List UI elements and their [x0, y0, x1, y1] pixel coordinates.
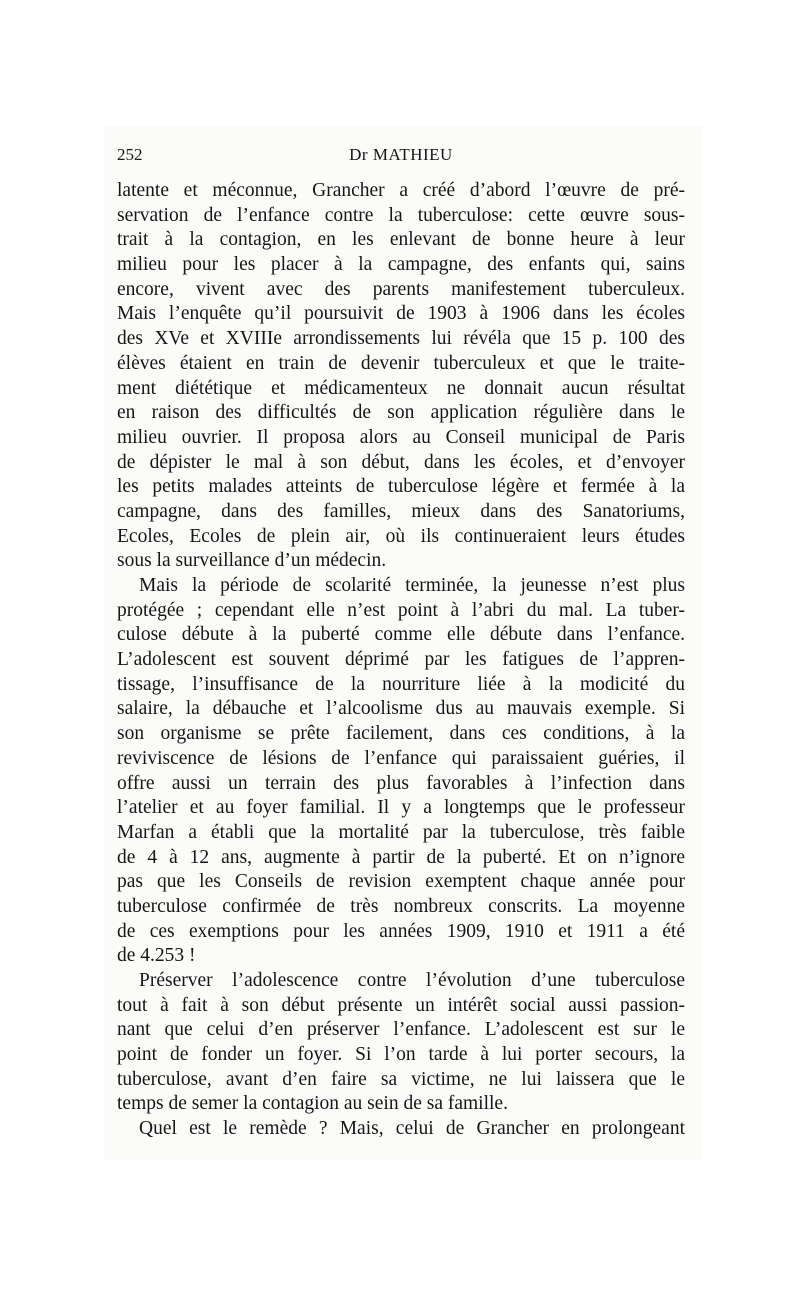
text-line: en raison des difficultés de son application régulière dans le	[117, 402, 685, 424]
text-line: tissage, l’insuffisance de la nourriture liée à la modicité du	[117, 673, 685, 695]
text-line: tuberculose confirmée de très nombreux conscrits. La moyenne	[117, 895, 685, 917]
text-line: reviviscence de lésions de l’enfance qui paraissaient guéries, il	[117, 747, 685, 769]
text-line: nant que celui d’en préserver l’enfance. L’adolescent est sur le	[117, 1019, 685, 1041]
text-line: tuberculose, avant d’en faire sa victime, ne lui laissera que le	[117, 1068, 685, 1090]
text-line: latente et méconnue, Grancher a créé d’abord l’œuvre de pré-	[117, 180, 685, 201]
text-line: milieu ouvrier. Il proposa alors au Conseil municipal de Paris	[117, 426, 685, 448]
text-line: Marfan a établi que la mortalité par la tuberculose, très faible	[117, 821, 685, 843]
text-line: temps de semer la contagion au sein de sa famille.	[117, 1093, 508, 1115]
text-line: de dépister le mal à son début, dans les écoles, et d’envoyer	[117, 451, 685, 473]
text-line: culose débute à la puberté comme elle débute dans l’enfance.	[117, 624, 685, 646]
text-line: ment diététique et médicamenteux ne donnait aucun résultat	[117, 377, 685, 399]
text-line: Quel est le remède ? Mais, celui de Grancher en prolongeant	[139, 1118, 685, 1140]
text-line: Mais la période de scolarité terminée, la jeunesse n’est plus	[139, 575, 685, 596]
text-line: des XVe et XVIIIe arrondissements lui révéla que 15 p. 100 des	[117, 328, 685, 350]
text-line: Ecoles, Ecoles de plein air, où ils continueraient leurs études	[117, 525, 685, 547]
text-line: L’adolescent est souvent déprimé par les fatigues de l’appren-	[117, 649, 685, 671]
page-number: 252	[117, 145, 143, 164]
page-header	[117, 145, 685, 165]
text-line: tout à fait à son début présente un intérêt social aussi passion-	[117, 994, 685, 1016]
text-line: salaire, la débauche et l’alcoolisme dus au mauvais exemple. Si	[117, 698, 685, 720]
text-line: offre aussi un terrain des plus favorables à l’infection dans	[117, 772, 685, 794]
running-head: Dr MATHIEU	[349, 145, 453, 164]
text-line: servation de l’enfance contre la tuberculose: cette œuvre sous-	[117, 204, 685, 226]
text-line: pas que les Conseils de revision exemptent chaque année pour	[117, 871, 685, 893]
text-line: milieu pour les placer à la campagne, des enfants qui, sains	[117, 254, 685, 276]
text-line: point de fonder un foyer. Si l’on tarde à lui porter secours, la	[117, 1044, 685, 1066]
text-line: sous la surveillance d’un médecin.	[117, 550, 387, 572]
text-line: son organisme se prête facilement, dans ces conditions, à la	[117, 723, 685, 745]
text-line: trait à la contagion, en les enlevant de bonne heure à leur	[117, 229, 685, 251]
text-line: Préserver l’adolescence contre l’évolution d’une tuberculose	[139, 970, 685, 991]
text-line: protégée ; cependant elle n’est point à l’abri du mal. La tuber-	[117, 599, 685, 621]
text-line: les petits malades atteints de tuberculose légère et fermée à la	[117, 476, 685, 498]
text-line: de 4.253 !	[117, 945, 196, 967]
text-line: de 4 à 12 ans, augmente à partir de la puberté. Et on n’ignore	[117, 846, 685, 868]
text-line: de ces exemptions pour les années 1909, 1910 et 1911 a été	[117, 920, 685, 942]
text-line: Mais l’enquête qu’il poursuivit de 1903 à 1906 dans les écoles	[117, 303, 685, 325]
text-body	[117, 179, 685, 1142]
text-line: l’atelier et au foyer familial. Il y a longtemps que le professeur	[117, 797, 685, 819]
text-line: encore, vivent avec des parents manifestement tuberculeux.	[117, 278, 685, 300]
text-line: élèves étaient en train de devenir tuberculeux et que le traite-	[117, 352, 685, 374]
text-line: campagne, dans des familles, mieux dans des Sanatoriums,	[117, 500, 685, 522]
